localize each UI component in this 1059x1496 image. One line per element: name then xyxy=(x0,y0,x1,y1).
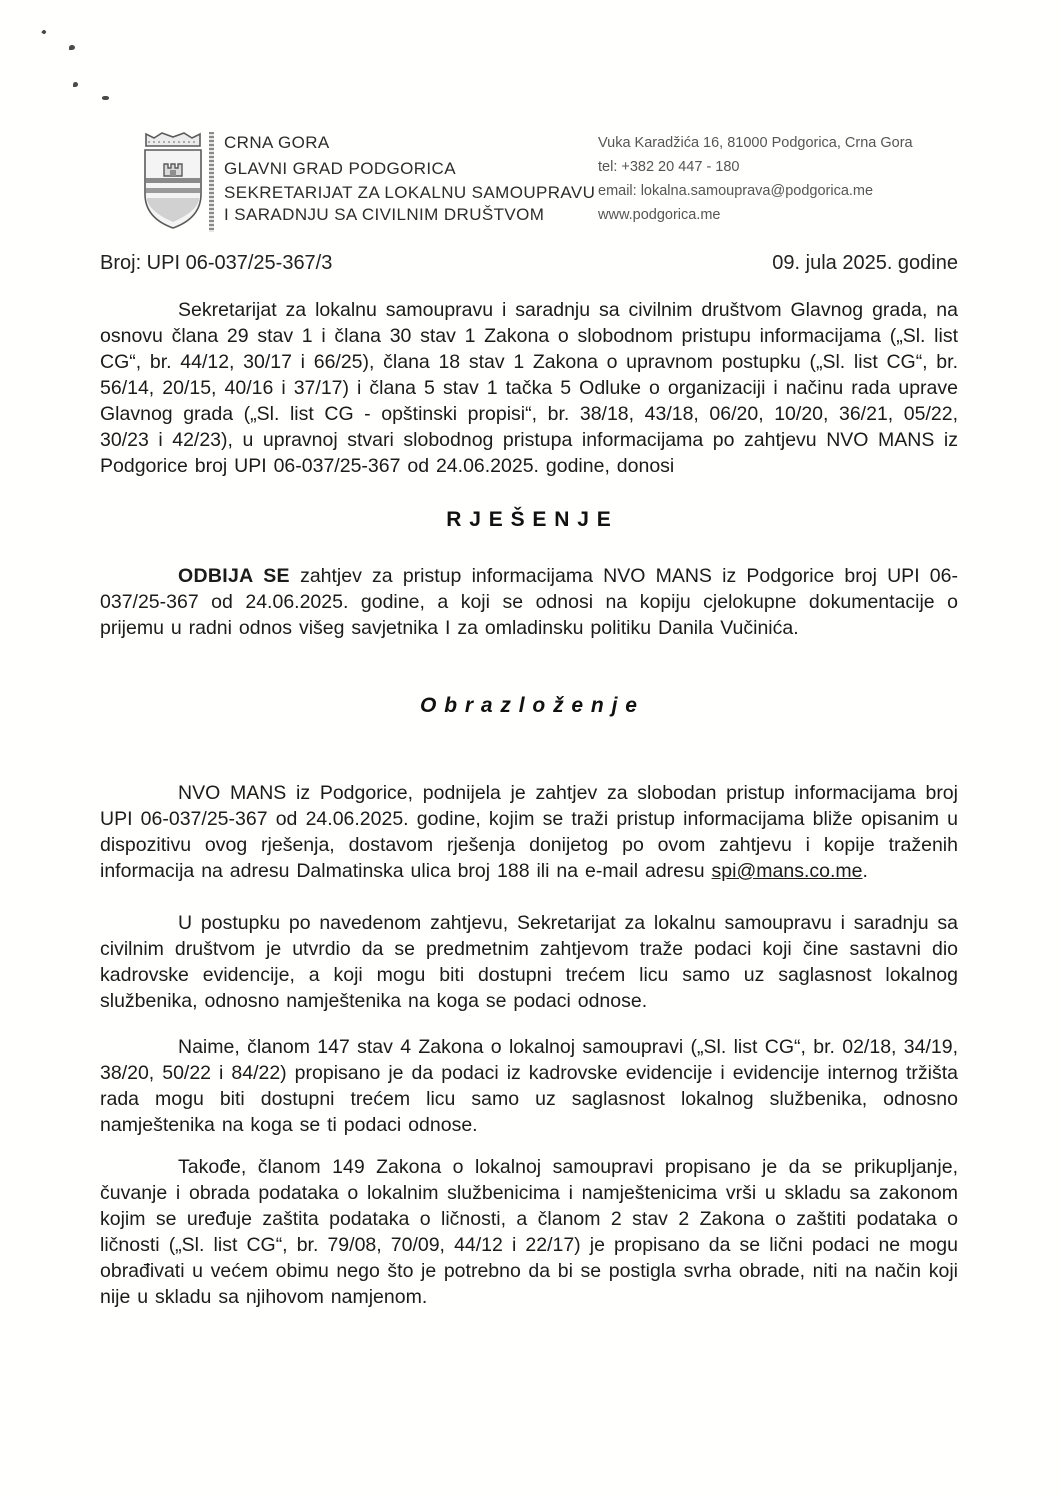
reference-row xyxy=(100,252,958,275)
org-line-city: GLAVNI GRAD PODGORICA xyxy=(224,159,456,178)
contact-info-block xyxy=(598,131,913,227)
explanation-paragraph-1-end: . xyxy=(862,860,868,882)
explanation-paragraph-3: Naime, članom 147 stav 4 Zakona o lokalnoj samoupravi („Sl. list CG“, br. 02/18, 34/19, 38/20, 50/22 i 84/22) propisano je da podaci iz kadrovske evidencije i evidencije internog tržišta rada mogu biti dostupni trećem licu samo uz saglasnost lokalnog službenika, odnosno namještenika na koga se ti podaci odnose. xyxy=(100,1036,958,1136)
explanation-paragraph-4: Takođe, članom 149 Zakona o lokalnoj samoupravi propisano je da se prikupljanje, čuvanje i obrada podataka o lokalnim službenicima i namještenicima vrši u skladu sa zakonom kojim se uređuje zaštita podataka o ličnosti, a članom 2 stav 2 Zakona o zaštiti podataka o ličnosti („Sl. list CG“, br. 79/08, 70/09, 44/12 i 22/17) je propisano da se lični podaci ne mogu obrađivati u većem obimu nego što je potrebno da bi se postigla svrha obrade, niti na način koji nije u skladu sa njihovom namjenom. xyxy=(100,1156,958,1308)
org-line-secretariat-1: SEKRETARIJAT ZA LOKALNU SAMOUPRAVU xyxy=(224,183,596,202)
document-body xyxy=(100,252,958,1310)
scan-speck xyxy=(41,29,47,35)
contact-address: Vuka Karadžića 16, 81000 Podgorica, Crna Gora xyxy=(598,135,913,151)
explanation-paragraph-1 xyxy=(100,780,958,884)
decision-keyword: ODBIJA SE xyxy=(178,565,290,587)
contact-phone: tel: +382 20 447 - 180 xyxy=(598,159,740,175)
document-title: R J E Š E N J E xyxy=(446,508,612,531)
scan-speck xyxy=(73,82,78,87)
explanation-paragraph-2: U postupku po navedenom zahtjevu, Sekretarijat za lokalnu samoupravu i saradnju sa civilnim društvom je utvrdio da se predmetnim zahtjevom traže podaci koji čine sastavni dio kadrovske evidencije, a koji mogu biti dostupni trećem licu samo uz saglasnost lokalnog službenika, odnosno namještenika na koga se podaci odnose. xyxy=(100,912,958,1012)
explanation-heading: O b r a z l o ž e n j e xyxy=(420,694,638,717)
requester-email: spi@mans.co.me xyxy=(711,860,863,882)
letterhead-divider xyxy=(209,132,214,232)
scan-speck xyxy=(69,45,75,50)
document-date: 09. jula 2025. godine xyxy=(772,252,958,274)
contact-email: email: lokalna.samouprava@podgorica.me xyxy=(598,183,874,199)
intro-paragraph: Sekretarijat za lokalnu samoupravu i saradnju sa civilnim društvom Glavnog grada, na osnovu člana 29 stav 1 i člana 30 stav 1 Zakona o slobodnom pristupu informacijama („Sl. list CG“, br. 44/12, 30/17 i 66/25), člana 18 stav 1 Zakona o upravnom postupku („Sl. list CG“, br. 56/14, 20/15, 40/16 i 37/17) i člana 5 stav 1 tačka 5 Odluke o organizaciji i načinu rada uprave Glavnog grada („Sl. list CG - opštinski propisi“, br. 38/18, 43/18, 06/20, 10/20, 36/21, 05/22, 30/23 i 42/23), u upravnoj stvari slobodnog pristupa informacijama po zahtjevu NVO MANS iz Podgorice broj UPI 06-037/25-367 od 24.06.2025. godine, donosi xyxy=(100,299,958,477)
contact-website: www.podgorica.me xyxy=(598,207,721,223)
podgorica-coat-of-arms-icon xyxy=(140,130,206,236)
org-line-secretariat-2: I SARADNJU SA CIVILNIM DRUŠTVOM xyxy=(224,205,545,224)
case-number: Broj: UPI 06-037/25-367/3 xyxy=(100,252,333,274)
organization-name-block xyxy=(224,130,595,226)
org-line-country: CRNA GORA xyxy=(224,133,330,152)
scan-speck xyxy=(102,96,109,100)
decision-paragraph xyxy=(100,563,958,641)
decision-text: zahtjev za pristup informacijama NVO MANS iz Podgorice broj UPI 06-037/25-367 od 24.06.2025. godine, a koji se odnosi na kopiju cjelokupne dokumentacije o prijemu u radni odnos višeg savjetnika I za omladinsku politiku Danila Vučinića. xyxy=(100,565,958,639)
explanation-paragraph-1-text: NVO MANS iz Podgorice, podnijela je zahtjev za slobodan pristup informacijama broj UPI 06-037/25-367 od 24.06.2025. godine, kojim se traži pristup informacijama bliže opisanim u dispozitivu ovog rješenja, dostavom rješenja donijetog po ovom zahtjevu i kopije traženih informacija na adresu Dalmatinska ulica broj 188 ili na e-mail adresu xyxy=(100,782,958,882)
